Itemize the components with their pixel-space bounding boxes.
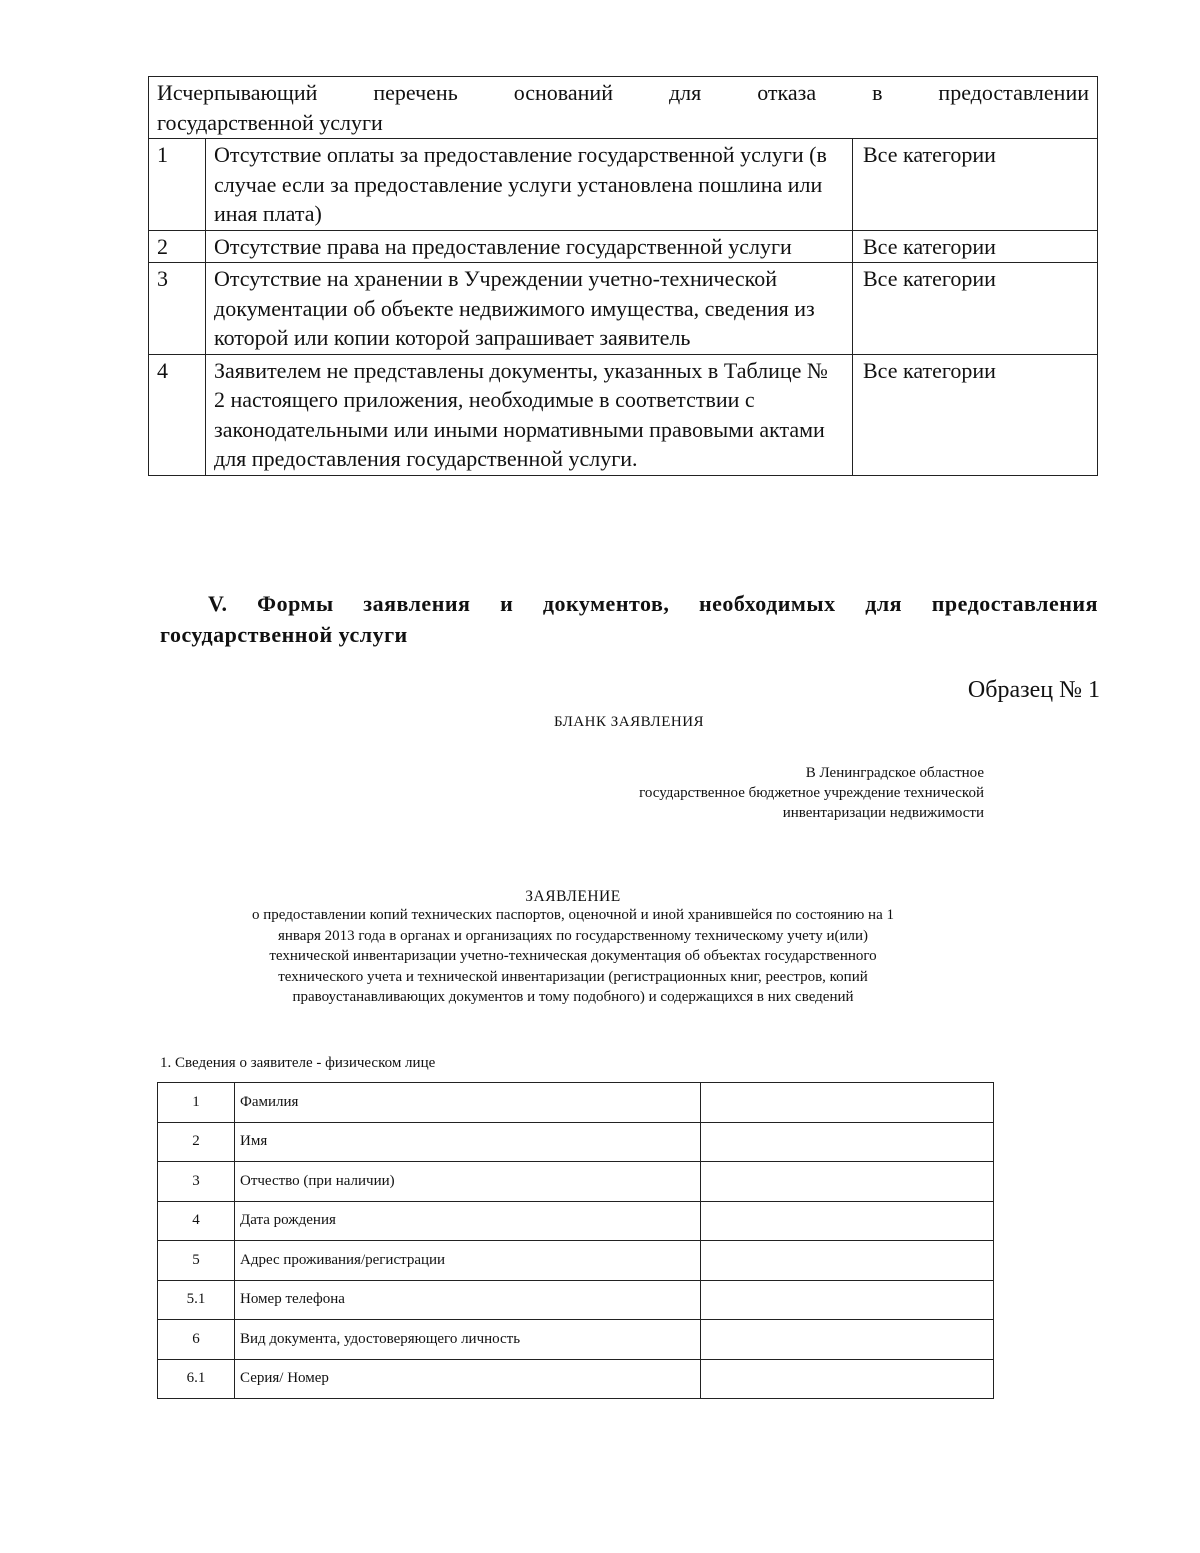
row-category: Все категории xyxy=(853,263,1098,355)
table-row xyxy=(158,1359,994,1399)
row-text: Заявителем не представлены документы, указанных в Таблице № 2 настоящего приложения, необходимые в соответствии с законодательными или иными нормативными правовыми актами для предоставления государственной услуги. xyxy=(206,354,853,475)
description-line: технического учета и технической инвентаризации (регистрационных книг, реестров, копий xyxy=(278,968,868,985)
applicant-form-table xyxy=(157,1082,994,1399)
table-row xyxy=(158,1280,994,1320)
table-header-cell xyxy=(149,77,1098,139)
field-label: Номер телефона xyxy=(235,1280,701,1320)
table-row xyxy=(158,1320,994,1360)
table-row xyxy=(149,139,1098,231)
field-label: Фамилия xyxy=(235,1083,701,1123)
row-number: 5.1 xyxy=(158,1280,235,1320)
field-value-cell[interactable] xyxy=(701,1201,994,1241)
row-number: 4 xyxy=(149,354,206,475)
application-description xyxy=(150,905,996,1008)
row-number: 5 xyxy=(158,1241,235,1281)
row-number: 6.1 xyxy=(158,1359,235,1399)
row-text: Отсутствие на хранении в Учреждении учетно-технической документации об объекте недвижимого имущества, сведения из которой или копии которой запрашивает заявитель xyxy=(206,263,853,355)
row-number: 4 xyxy=(158,1201,235,1241)
application-title: ЗАЯВЛЕНИЕ xyxy=(525,888,621,905)
table-header-row xyxy=(149,77,1098,139)
field-label: Дата рождения xyxy=(235,1201,701,1241)
row-category: Все категории xyxy=(853,139,1098,231)
row-text: Отсутствие права на предоставление государственной услуги xyxy=(206,230,853,263)
table-row xyxy=(149,230,1098,263)
row-number: 6 xyxy=(158,1320,235,1360)
row-text: Отсутствие оплаты за предоставление государственной услуги (в случае если за предоставление услуги установлена пошлина или иная плата) xyxy=(206,139,853,231)
description-line: технической инвентаризации учетно-техническая документация об объектах государственного xyxy=(269,948,877,964)
field-label: Адрес проживания/регистрации xyxy=(235,1241,701,1281)
addressee-line: В Ленинградское областное xyxy=(805,765,984,781)
row-category: Все категории xyxy=(853,354,1098,475)
field-label: Отчество (при наличии) xyxy=(235,1162,701,1202)
section-heading xyxy=(160,588,1098,650)
row-number: 2 xyxy=(158,1122,235,1162)
addressee-line: инвентаризации недвижимости xyxy=(782,805,984,821)
field-value-cell[interactable] xyxy=(701,1122,994,1162)
table-row xyxy=(158,1162,994,1202)
field-value-cell[interactable] xyxy=(701,1359,994,1399)
table-header-line1: Исчерпывающий перечень оснований для отказа в предоставлении xyxy=(157,80,1089,105)
refusal-grounds-table xyxy=(148,76,1098,476)
field-value-cell[interactable] xyxy=(701,1320,994,1360)
section-heading-line1: V. Формы заявления и документов, необходимых для предоставления xyxy=(208,591,1098,616)
applicant-section-caption: 1. Сведения о заявителе - физическом лице xyxy=(160,1055,436,1071)
addressee-block xyxy=(639,763,984,823)
table-row xyxy=(149,263,1098,355)
description-line: января 2013 года в органах и организациях по государственному техническому учету и(или) xyxy=(277,927,869,944)
table-row xyxy=(158,1201,994,1241)
table-row xyxy=(158,1241,994,1281)
field-label: Вид документа, удостоверяющего личность xyxy=(235,1320,701,1360)
row-number: 3 xyxy=(158,1162,235,1202)
field-value-cell[interactable] xyxy=(701,1162,994,1202)
field-value-cell[interactable] xyxy=(701,1241,994,1281)
section-heading-line2: государственной услуги xyxy=(160,622,408,647)
row-category: Все категории xyxy=(853,230,1098,263)
description-line: о предоставлении копий технических паспортов, оценочной и иной хранившейся по состоянию на 1 xyxy=(252,907,894,923)
description-line: правоустанавливающих документов и тому подобного) и содержащихся в них сведений xyxy=(292,989,854,1005)
field-value-cell[interactable] xyxy=(701,1083,994,1123)
blank-title: БЛАНК ЗАЯВЛЕНИЯ xyxy=(553,714,705,730)
table-row xyxy=(149,354,1098,475)
row-number: 1 xyxy=(149,139,206,231)
table-row xyxy=(158,1083,994,1123)
table-header-line2: государственной услуги xyxy=(157,109,383,135)
field-label: Имя xyxy=(235,1122,701,1162)
addressee-line: государственное бюджетное учреждение технической xyxy=(639,785,984,801)
row-number: 2 xyxy=(149,230,206,263)
field-value-cell[interactable] xyxy=(701,1280,994,1320)
field-label: Серия/ Номер xyxy=(235,1359,701,1399)
row-number: 3 xyxy=(149,263,206,355)
row-number: 1 xyxy=(158,1083,235,1123)
table-row xyxy=(158,1122,994,1162)
sample-number: Образец № 1 xyxy=(967,677,1100,703)
